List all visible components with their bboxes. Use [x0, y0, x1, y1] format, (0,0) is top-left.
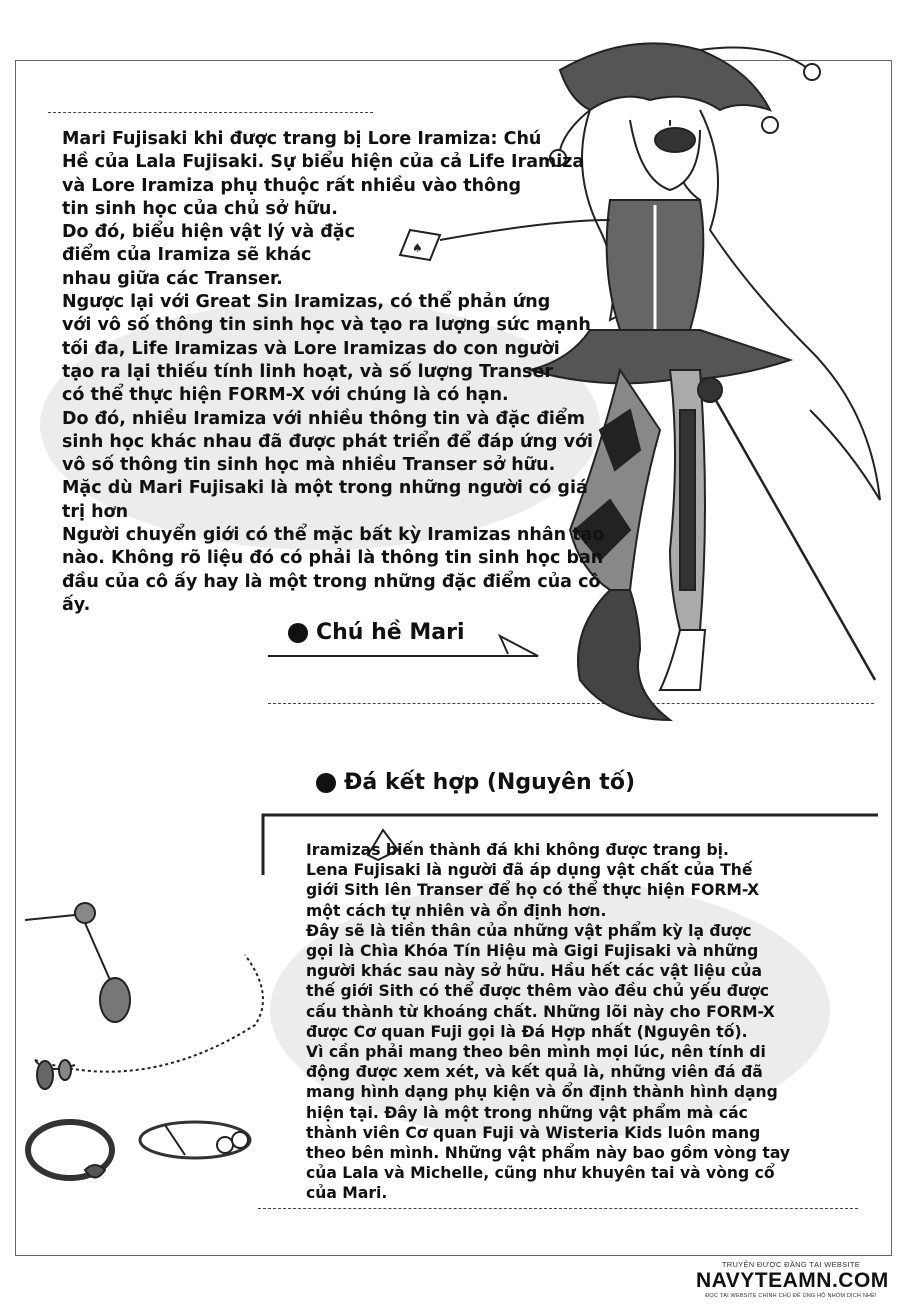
section2-body: Iramizas biến thành đá khi không được trang bị. Lena Fujisaki là người đã áp dụng vật chất của Thế giới Sith lên Transer để họ có thể thực hiện FORM-X một cách tự nhiên và ổn định hơn. Đây sẽ là tiền thân của những vật phẩm kỳ lạ được gọi là Chìa Khóa Tín Hiệu mà Gigi Fujisaki và những người khác sau này sở hữu. Hầu hết các vật liệu của thế giới Sith có thể được thêm vào đều chủ yếu được cấu thành từ khoáng chất. Những lõi này cho FORM-X được Cơ quan Fuji gọi là Đá Hợp nhất (Nguyên tố). Vì cần phải mang theo bên mình mọi lúc, nên tính di động được xem xét, và kết quả là, những viên đá đã mang hình dạng phụ kiện và ổn định thành hình dạng hiện tại. Đây là một trong những vật phẩm mà các thành viên Cơ quan Fuji và Wisteria Kids luôn mang theo bên mình. Những vật phẩm này bao gồm vòng tay của Lala và Michelle, cũng như khuyên tai và vòng cổ của Mari.	[306, 841, 791, 1203]
heading-fusion-stone	[316, 770, 635, 795]
site-watermark	[696, 1260, 889, 1299]
heading-underline-decoration	[268, 626, 543, 666]
heading-mari-clown-text: Chú hề Mari	[316, 620, 465, 645]
divider-bottom	[258, 1208, 858, 1209]
divider-top	[48, 112, 373, 113]
heading-fusion-stone-text: Đá kết hợp (Nguyên tố)	[344, 770, 635, 795]
section1-body: Mari Fujisaki khi được trang bị Lore Iramiza: Chú Hề của Lala Fujisaki. Sự biểu hiện của cả Life Iramiza và Lore Iramiza phụ thuộc rất nhiều vào thông tin sinh học của chủ sở hữu. Do đó, biểu hiện vật lý và đặc điểm của Iramiza sẽ khác nhau giữa các Transer. Ngược lại với Great Sin Iramizas, có thể phản ứng với vô số thông tin sinh học và tạo ra lượng sức mạnh tối đa, Life Iramizas và Lore Iramizas do con người tạo ra lại thiếu tính linh hoạt, và số lượng Transer có thể thực hiện FORM-X với chúng là có hạn. Do đó, nhiều Iramiza với nhiều thông tin và đặc điểm sinh học khác nhau đã được phát triển để đáp ứng với vô số thông tin sinh học mà nhiều Transer sở hữu. Mặc dù Mari Fujisaki là một trong những người có giá trị hơn Người chuyển giới có thể mặc bất kỳ Iramizas nhân tạo nào. Không rõ liệu đó có phải là thông tin sinh học ban đầu của cô ấy hay là một trong những đặc điểm của cô ấy.	[62, 129, 605, 615]
svg-text:♠: ♠	[412, 241, 423, 255]
watermark-top-text: TRUYỆN ĐƯỢC ĐĂNG TẠI WEBSITE	[721, 1260, 861, 1269]
accessories-illustration	[15, 895, 305, 1195]
watermark-site-link[interactable]: NAVYTEAMN.COM	[696, 1269, 889, 1292]
watermark-bottom-text: ĐỌC TẠI WEBSITE CHÍNH CHỦ ĐỂ ỦNG HỘ NHÓM DỊCH NHÉ!	[705, 1293, 877, 1299]
bullet-icon	[316, 773, 336, 793]
